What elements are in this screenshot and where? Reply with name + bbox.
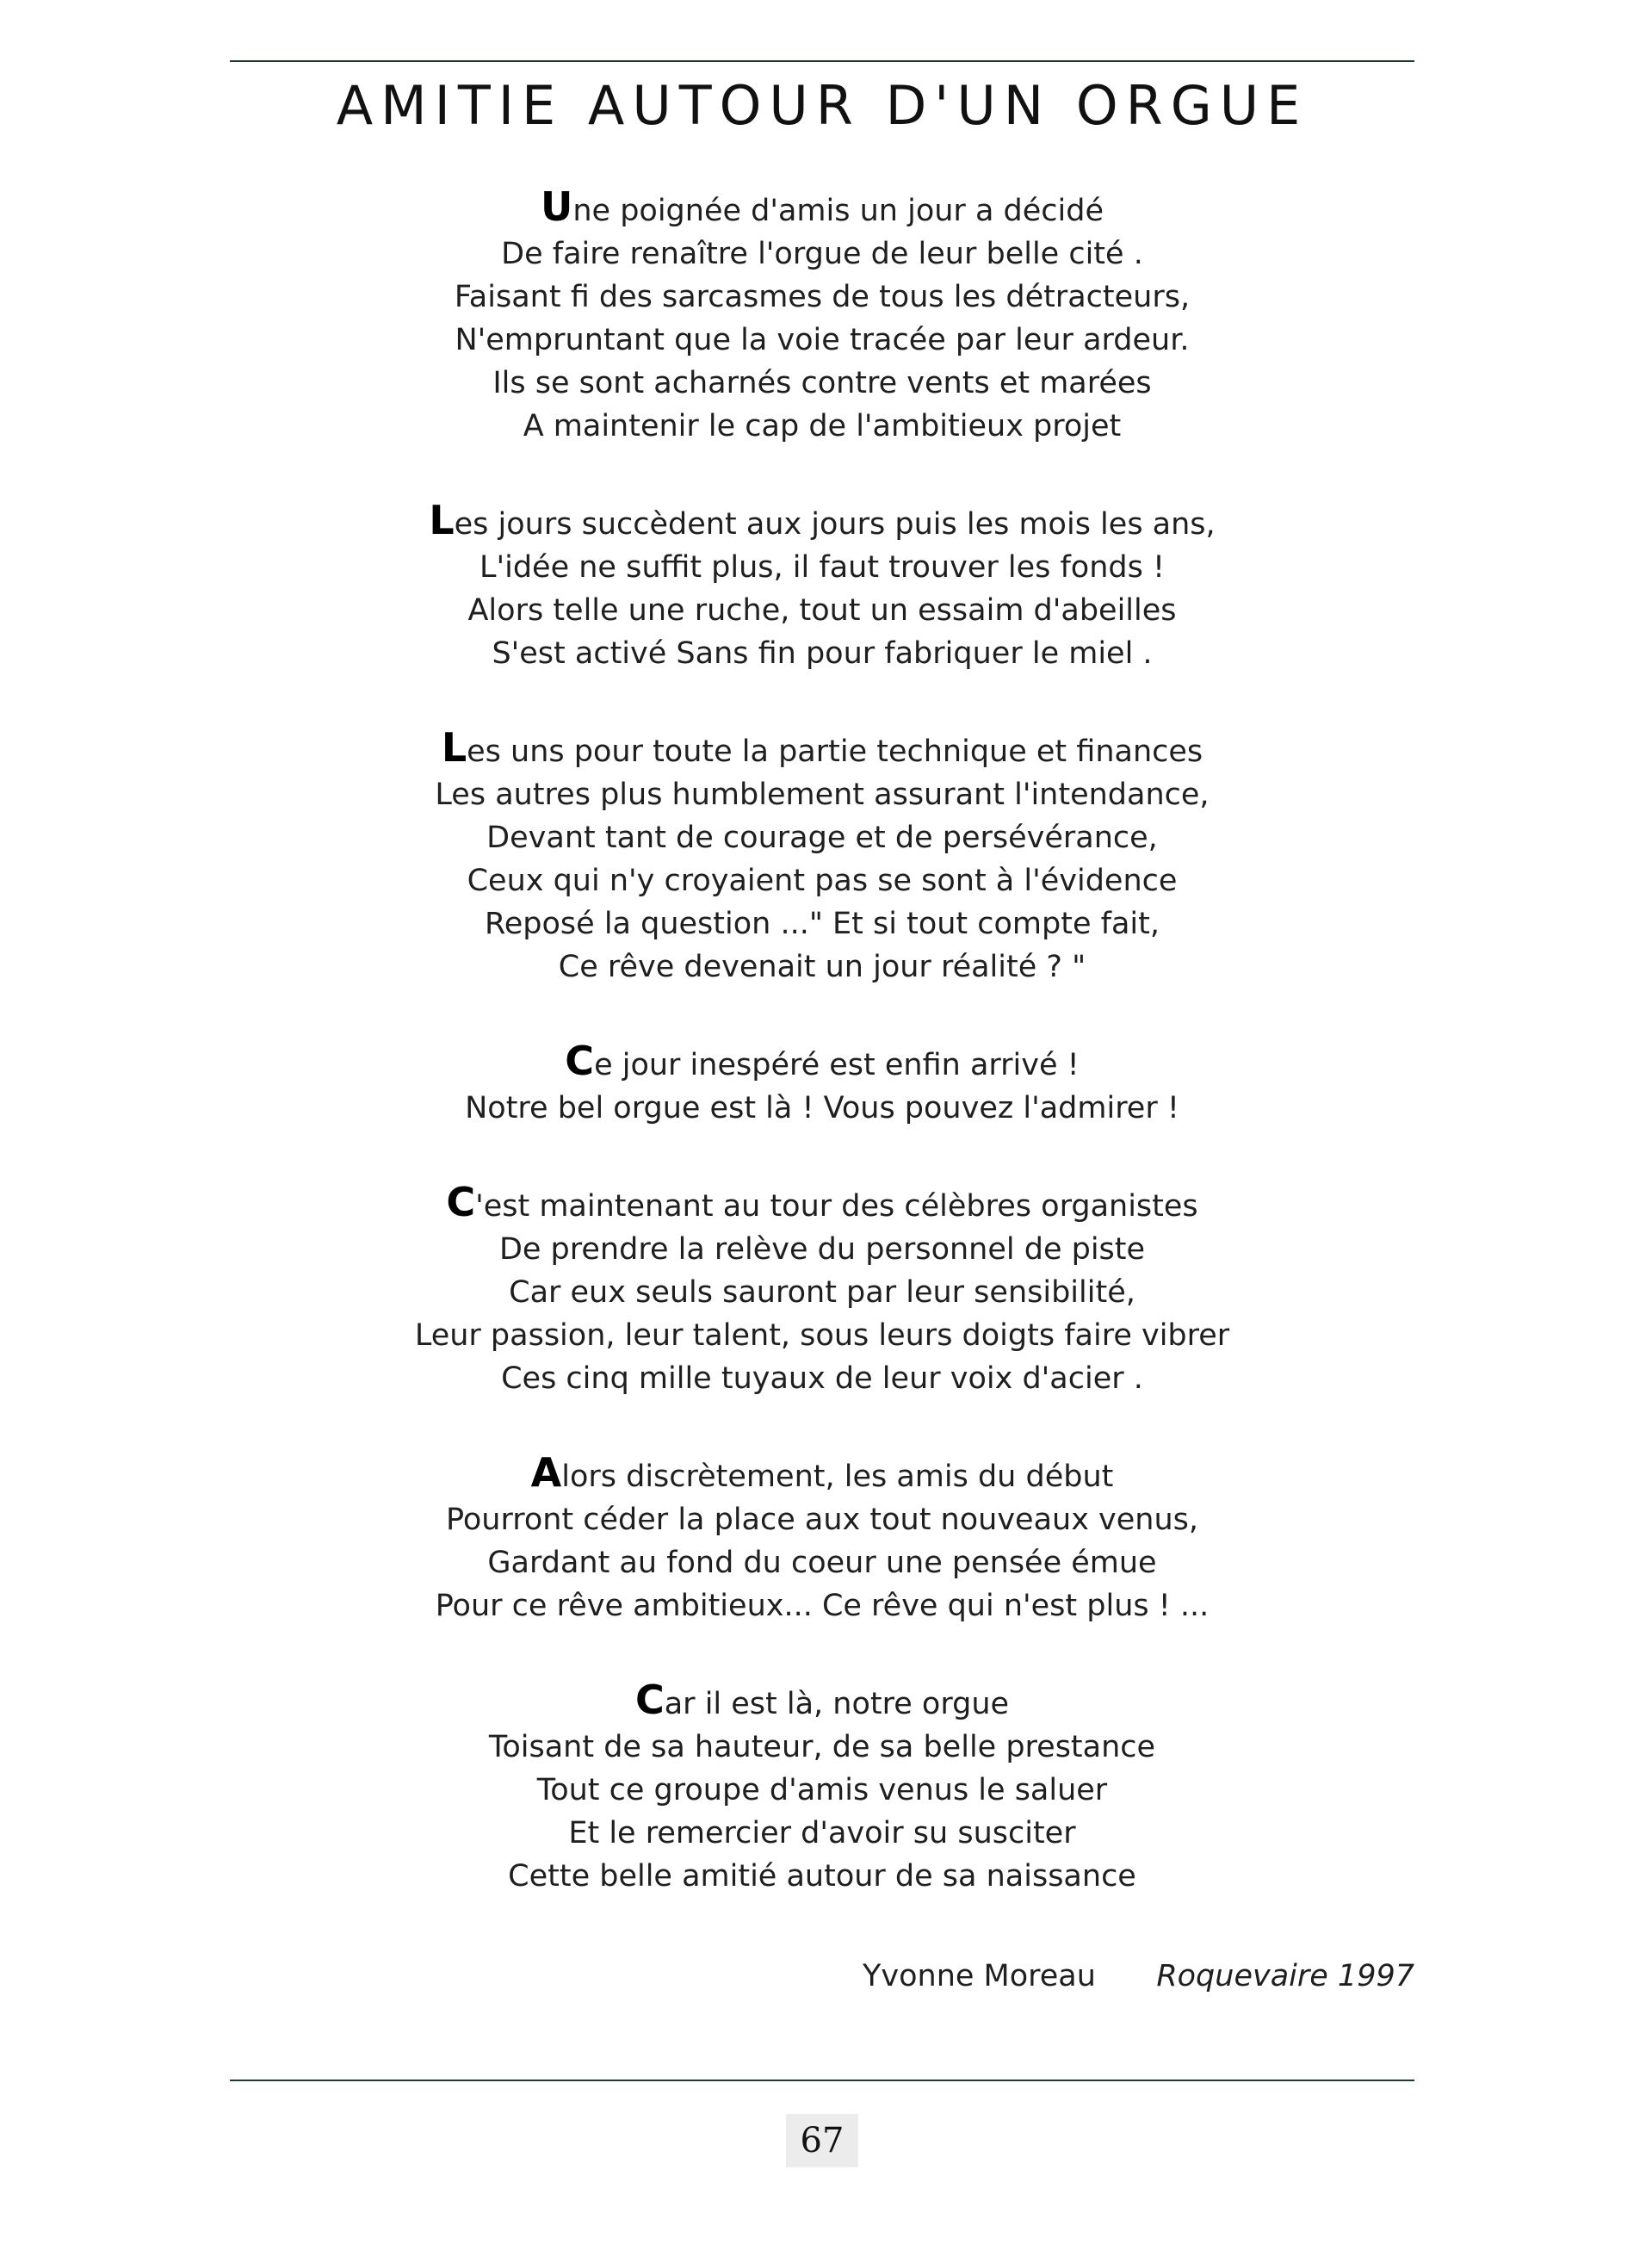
- poem-line: N'empruntant que la voie tracée par leur ardeur.: [455, 323, 1190, 357]
- poem-body: [230, 185, 1414, 1949]
- stanza: [230, 185, 1414, 448]
- stanza-initial: C: [634, 1677, 665, 1723]
- line-text: lors discrètement, les amis du début: [561, 1460, 1114, 1494]
- poem-line: [230, 726, 1414, 773]
- poem-line: Ceux qui n'y croyaient pas se sont à l'évidence: [467, 864, 1178, 898]
- signature: [230, 1955, 1414, 1998]
- poem-line: Ces cinq mille tuyaux de leur voix d'acier .: [501, 1361, 1143, 1396]
- poem-line: Les autres plus humblement assurant l'intendance,: [435, 778, 1210, 812]
- poem-line: Toisant de sa hauteur, de sa belle prestance: [488, 1730, 1156, 1764]
- top-rule: [230, 60, 1414, 62]
- poem-line: [230, 499, 1414, 546]
- poem-line: Devant tant de courage et de persévérance,: [486, 821, 1158, 855]
- poem-line: Car eux seuls sauront par leur sensibilité,: [509, 1275, 1135, 1310]
- stanza-initial: U: [541, 183, 573, 230]
- poem-line: Alors telle une ruche, tout un essaim d'abeilles: [467, 593, 1177, 628]
- bottom-rule: [230, 2080, 1414, 2081]
- stanza: [230, 726, 1414, 989]
- poem-line: Cette belle amitié autour de sa naissance: [508, 1859, 1136, 1894]
- line-text: 'est maintenant au tour des célèbres organistes: [475, 1189, 1198, 1224]
- stanza: [230, 1678, 1414, 1898]
- poem-line: Gardant au fond du coeur une pensée émue: [487, 1546, 1157, 1580]
- stanza: [230, 499, 1414, 675]
- poem-line: [230, 1678, 1414, 1726]
- poem-line: Et le remercier d'avoir su susciter: [568, 1816, 1076, 1850]
- poem-line: Faisant fi des sarcasmes de tous les détracteurs,: [454, 280, 1191, 314]
- poem-line: Reposé la question ..." Et si tout compte fait,: [485, 907, 1160, 941]
- poem-line: [230, 1039, 1414, 1087]
- stanza-initial: L: [429, 497, 455, 543]
- poem-line: Pour ce rêve ambitieux... Ce rêve qui n'est plus ! ...: [435, 1589, 1210, 1623]
- stanza-initial: C: [446, 1179, 476, 1225]
- poem-line: [230, 185, 1414, 232]
- page-number: 67: [786, 2114, 858, 2167]
- stanza-initial: L: [441, 724, 467, 771]
- signature-place-date: Roquevaire 1997: [1156, 1959, 1414, 1993]
- line-text: ne poignée d'amis un jour a décidé: [572, 194, 1104, 228]
- stanza: [230, 1451, 1414, 1627]
- poem-line: De prendre la relève du personnel de piste: [498, 1232, 1146, 1267]
- line-text: es uns pour toute la partie technique et finances: [467, 735, 1203, 769]
- line-text: ar il est là, notre orgue: [664, 1687, 1010, 1721]
- stanza-initial: C: [565, 1038, 595, 1084]
- poem-line: De faire renaître l'orgue de leur belle cité .: [501, 237, 1143, 271]
- poem-line: L'idée ne suffit plus, il faut trouver les fonds !: [479, 550, 1166, 585]
- poem-line: Ce rêve devenait un jour réalité ? ": [558, 950, 1086, 984]
- poem-line: [230, 1451, 1414, 1498]
- poem-title: AMITIE AUTOUR D'UN ORGUE: [336, 74, 1309, 137]
- stanza: [230, 1181, 1414, 1400]
- poem-line: Tout ce groupe d'amis venus le saluer: [536, 1773, 1108, 1807]
- signature-author: Yvonne Moreau: [863, 1959, 1096, 1993]
- poem-line: S'est activé Sans fin pour fabriquer le miel .: [492, 636, 1153, 671]
- poem-line: Notre bel orgue est là ! Vous pouvez l'admirer !: [465, 1091, 1179, 1125]
- poem-line: A maintenir le cap de l'ambitieux projet: [523, 409, 1122, 443]
- stanza: [230, 1039, 1414, 1130]
- poem-line: Pourront céder la place aux tout nouveaux venus,: [445, 1503, 1199, 1537]
- line-text: e jour inespéré est enfin arrivé !: [594, 1048, 1080, 1082]
- stanza-initial: A: [530, 1449, 562, 1496]
- line-text: es jours succèdent aux jours puis les mois les ans,: [454, 507, 1216, 542]
- poem-line: Ils se sont acharnés contre vents et marées: [492, 366, 1152, 400]
- poem-line: [230, 1181, 1414, 1228]
- poem-line: Leur passion, leur talent, sous leurs doigts faire vibrer: [414, 1318, 1230, 1353]
